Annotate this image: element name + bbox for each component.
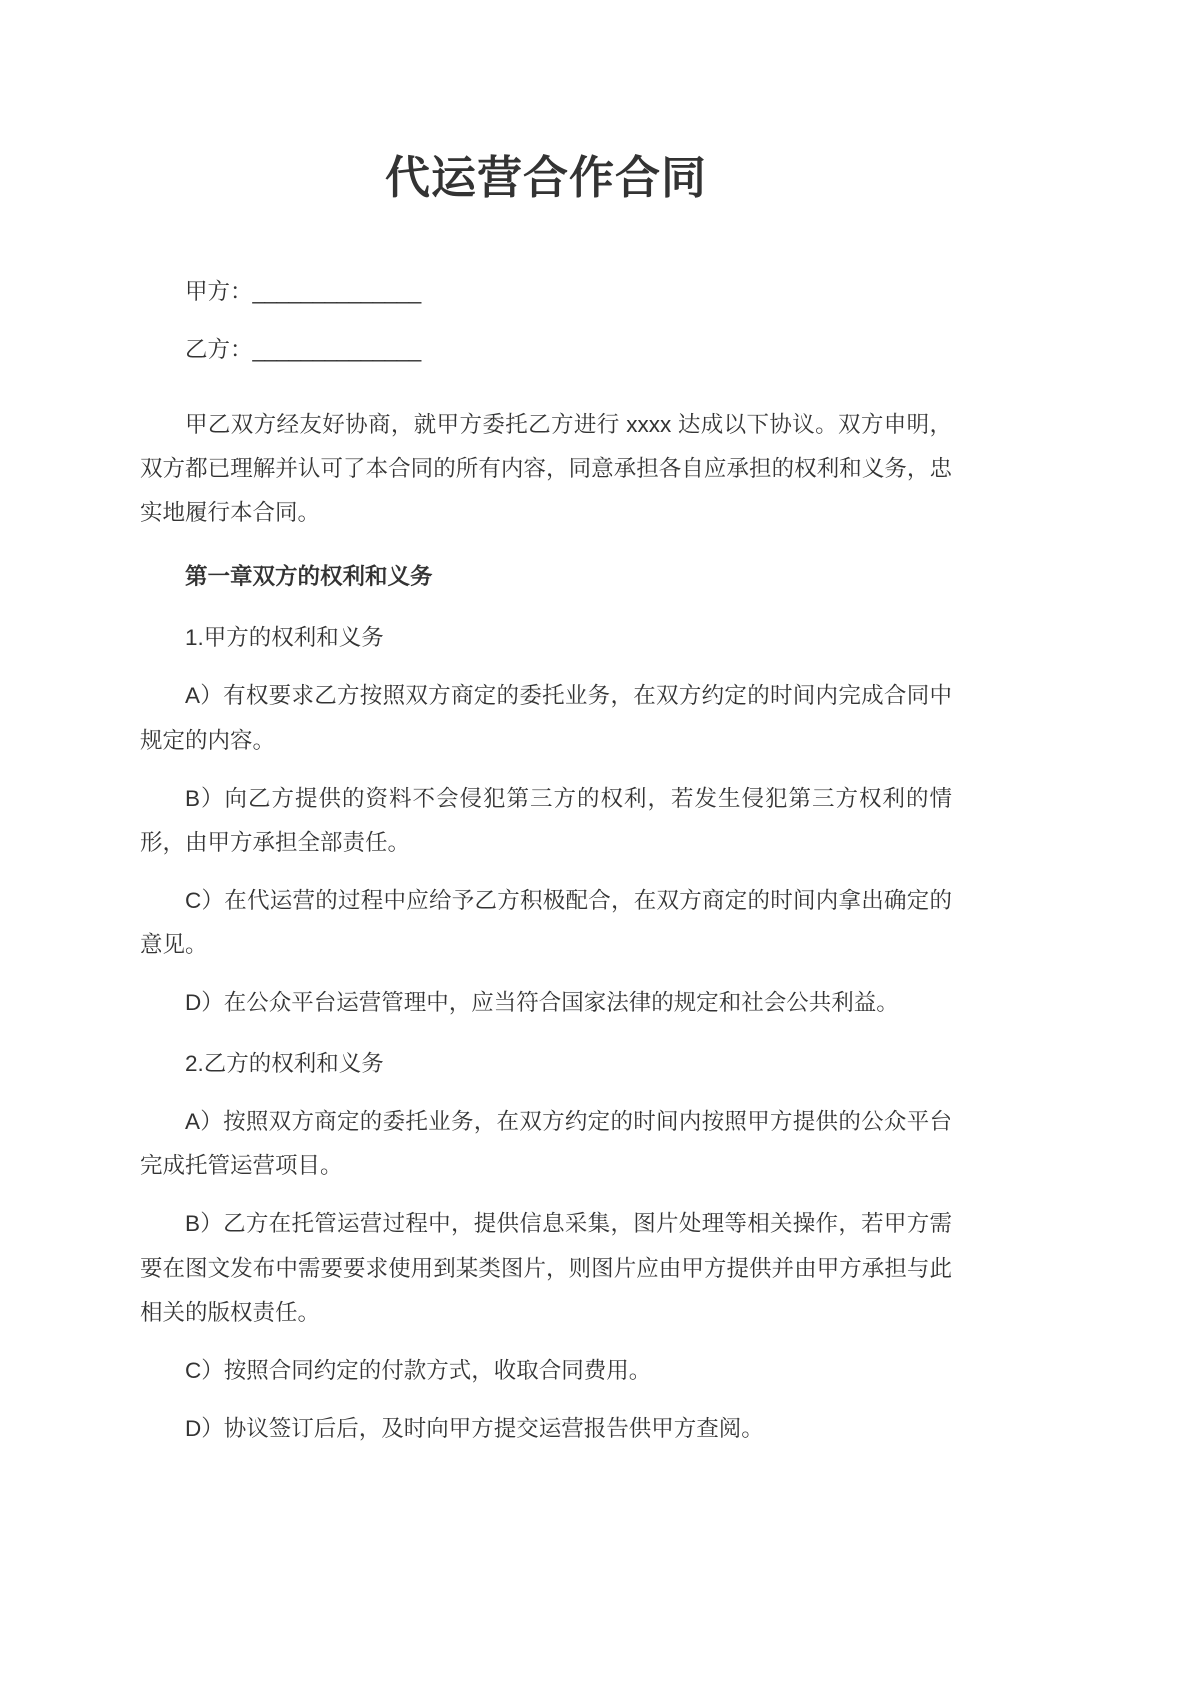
party-blank-second[interactable]: ______________ (252, 337, 421, 363)
document-body (140, 0, 952, 1451)
preamble-paragraph: 甲乙双方经友好协商，就甲方委托乙方进行 xxxx 达成以下协议。双方申明，双方都已理解并认可了本合同的所有内容，同意承担各自应承担的权利和义务，忠实地履行本合同。 (140, 412, 952, 526)
clause-c-party-b: C）按照合同约定的付款方式，收取合同费用。 (185, 1357, 652, 1383)
party-field-second (140, 328, 952, 372)
clause-a-party-a: A）有权要求乙方按照双方商定的委托业务，在双方约定的时间内完成合同中规定的内容。 (140, 683, 952, 753)
clause-b-party-a: B）向乙方提供的资料不会侵犯第三方的权利，若发生侵犯第三方权利的情形，由甲方承担全部责任。 (140, 785, 952, 855)
party-label-first: 甲方： (185, 279, 253, 305)
section-heading-party-b: 2.乙方的权利和义务 (185, 1051, 384, 1077)
party-fields (140, 270, 952, 372)
section-heading-party-a: 1.甲方的权利和义务 (185, 625, 384, 651)
clause-b-party-b: B）乙方在托管运营过程中，提供信息采集，图片处理等相关操作，若甲方需要在图文发布中需要要求使用到某类图片，则图片应由甲方提供并由甲方承担与此相关的版权责任。 (140, 1211, 952, 1325)
chapter-one-heading: 第一章双方的权利和义务 (185, 564, 433, 590)
clause-a-party-b: A）按照双方商定的委托业务，在双方约定的时间内按照甲方提供的公众平台完成托管运营项目。 (140, 1109, 952, 1179)
clause-d-party-a: D）在公众平台运营管理中，应当符合国家法律的规定和社会公共利益。 (185, 990, 899, 1016)
party-field-first (140, 270, 952, 314)
clause-c-party-a: C）在代运营的过程中应给予乙方积极配合，在双方商定的时间内拿出确定的意见。 (140, 887, 952, 957)
party-blank-first[interactable]: ______________ (252, 279, 421, 305)
party-label-second: 乙方： (185, 337, 253, 363)
clause-d-party-b: D）协议签订后后，及时向甲方提交运营报告供甲方查阅。 (185, 1415, 764, 1441)
document-title: 代运营合作合同 (384, 152, 707, 203)
